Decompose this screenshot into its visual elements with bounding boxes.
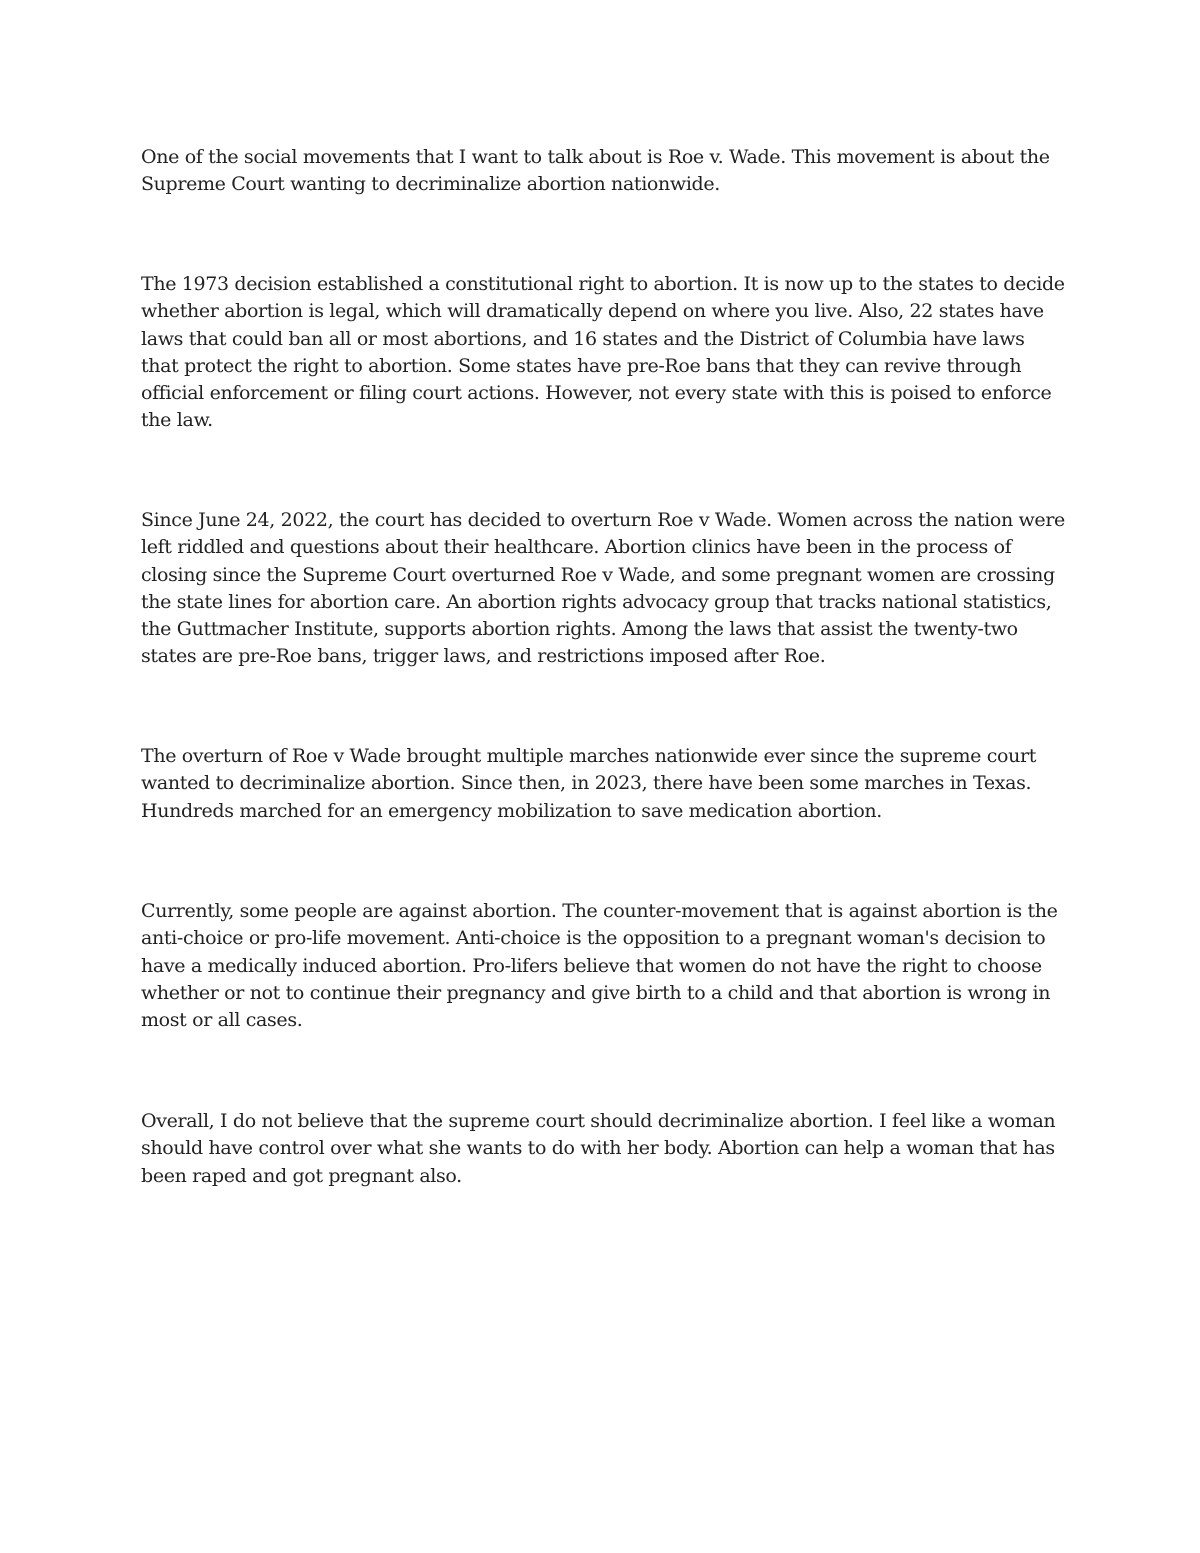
paragraph-1973-decision: The 1973 decision established a constitutional right to abortion. It is now up to the states to decide whether abortion is legal, which will dramatically depend on where you live. Also, 22 states have laws that could ban all or most abortions, and 16 states and the District of Columbia have laws that protect the right to abortion. Some states have pre-Roe bans that they can revive through official enforcement or filing court actions. However, not every state with this is poised to enforce the law. — [141, 273, 1065, 432]
paragraph-overturn: Since June 24, 2022, the court has decided to overturn Roe v Wade. Women across the nation were left riddled and questions about their healthcare. Abortion clinics have been in the process of closing since the Supreme Court overturned Roe v Wade, and some pregnant women are crossing the state lines for abortion care. An abortion rights advocacy group that tracks national statistics, the Guttmacher Institute, supports abortion rights. Among the laws that assist the twenty-two states are pre-Roe bans, trigger laws, and restrictions imposed after Roe. — [141, 509, 1065, 668]
paragraph-marches: The overturn of Roe v Wade brought multiple marches nationwide ever since the supreme court wanted to decriminalize abortion. Since then, in 2023, there have been some marches in Texas. Hundreds marched for an emergency mobilization to save medication abortion. — [141, 745, 1036, 822]
paragraph-conclusion: Overall, I do not believe that the supreme court should decriminalize abortion. I feel like a woman should have control over what she wants to do with her body. Abortion can help a woman that has been raped and got pregnant also. — [141, 1110, 1056, 1187]
paragraph-counter-movement: Currently, some people are against abortion. The counter-movement that is against abortion is the anti-choice or pro-life movement. Anti-choice is the opposition to a pregnant woman's decision to have a medically induced abortion. Pro-lifers believe that women do not have the right to choose whether or not to continue their pregnancy and give birth to a child and that abortion is wrong in most or all cases. — [141, 900, 1058, 1032]
paragraph-intro: One of the social movements that I want to talk about is Roe v. Wade. This movement is about the Supreme Court wanting to decriminalize abortion nationwide. — [141, 146, 1050, 196]
